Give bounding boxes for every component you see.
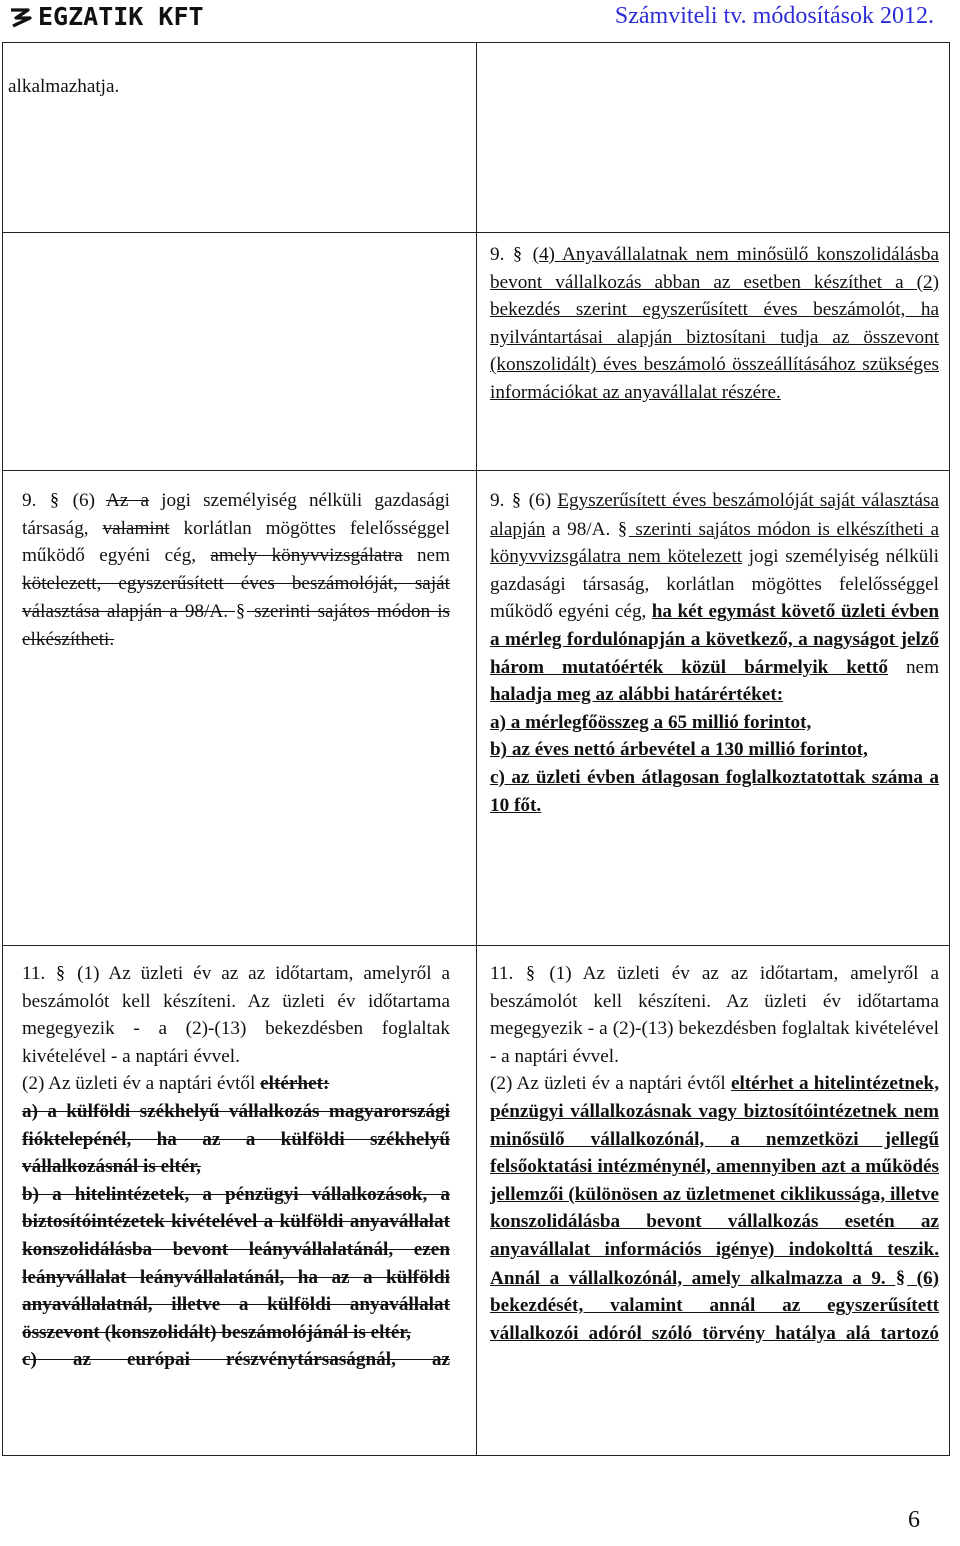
text-span: jogi személyiség nélküli gazdasági társaság, korlátlan mögöttes felelősséggel működő egyéni cég, bbox=[490, 546, 939, 623]
svg-text:§: § bbox=[896, 1266, 906, 1287]
svg-text:§: § bbox=[617, 517, 627, 538]
struck-item-b: b) a hitelintézetek, a pénzügyi vállalkozások, a biztosítóintézetek kivételével a külföldi anyavállalat konszolidálásba bevont leányvállalatánál, ezen leányvállalat leányvállalatánál, ha az a külföldi anyavállalatnál, illetve a külföldi anyavállalat összevont (konszolidált) beszámolójánál is eltér, bbox=[22, 1183, 450, 1343]
threshold-item-c: c) az üzleti évben átlagosan foglalkoztatottak száma a 10 főt. bbox=[490, 766, 939, 816]
struck-text: amely könyvvizsgálatra bbox=[210, 545, 403, 567]
svg-text:§: § bbox=[513, 243, 523, 263]
right-cell-9-4 bbox=[490, 240, 939, 407]
svg-text:§: § bbox=[236, 600, 246, 621]
struck-text: Az a bbox=[106, 490, 150, 511]
threshold-item-b: b) az éves nettó árbevétel a 130 millió forintot, bbox=[490, 739, 868, 761]
section-sign-icon bbox=[49, 489, 61, 509]
row-divider bbox=[2, 232, 950, 233]
underlined-text: Egyszerűsített éves beszámolóját saját választása alapján bbox=[490, 490, 940, 540]
struck-item-a: a) a külföldi székhelyű vállalkozás magyarországi fióktelepénél, ha az a külföldi székhelyű vállalkozásnál is eltér, bbox=[22, 1100, 450, 1178]
section-sign-icon bbox=[512, 243, 524, 263]
row-divider bbox=[2, 470, 950, 471]
section-sign-icon bbox=[525, 962, 537, 982]
underlined-bold-text: eltérhet a hitelintézetnek, pénzügyi vállalkozásnak vagy biztosítóintézetnek nem minősülő vállalkozónál, a nemzetközi jellegű felsőoktatási intézménynél, amennyiben azt a működés jellemzői (különösen az üzletmenet ciklikussága, illetve konszolidálásba bevont vállalkozás esetén az anyavállalat információs igénye) indokolttá teszik. Annál a vállalkozónál, amely alkalmazza a 9. bbox=[490, 1073, 939, 1289]
left-cell-text: alkalmazhatja. bbox=[8, 76, 120, 97]
section-sign-icon bbox=[617, 518, 629, 538]
company-logo bbox=[8, 2, 204, 31]
row-divider bbox=[2, 945, 950, 946]
underlined-bold-text: (6) bekezdését, valamint annál az egyszerűsített vállalkozói adóról szóló törvény hatálya alá tartozó bbox=[490, 1267, 939, 1344]
text-span: 98/A. bbox=[567, 518, 611, 540]
svg-text:§: § bbox=[511, 489, 521, 509]
svg-text:§: § bbox=[526, 962, 536, 982]
struck-text: kötelezett, egyszerűsített éves beszámolóját, saját választása alapján a 98/A. bbox=[22, 572, 450, 623]
section-sign-icon bbox=[55, 962, 67, 982]
right-cell-9-6 bbox=[490, 486, 939, 819]
paragraph-number: 9. bbox=[490, 490, 511, 511]
section-sign-icon bbox=[511, 489, 523, 509]
paragraph-number: 9. bbox=[490, 244, 513, 265]
text-span: (2) Az üzleti év a naptári évtől bbox=[22, 1073, 261, 1095]
svg-text:§: § bbox=[56, 962, 66, 982]
egzatik-logo-icon bbox=[8, 4, 34, 30]
underlined-bold-text: haladja meg az alábbi határértéket: bbox=[490, 684, 784, 706]
right-cell-11 bbox=[490, 959, 939, 1347]
left-cell-9-6 bbox=[22, 486, 450, 654]
text-span bbox=[610, 519, 617, 540]
section-sign-icon bbox=[235, 600, 247, 620]
document-title: Számviteli tv. módosítások 2012. bbox=[614, 3, 934, 29]
text-span: (2) Az üzleti év a naptári évtől bbox=[490, 1073, 731, 1095]
struck-text: eltérhet: bbox=[260, 1073, 330, 1095]
text-span: (6) bbox=[528, 490, 558, 511]
page-header bbox=[0, 0, 960, 40]
struck-item-c: c) az európai részvénytársaságnál, az bbox=[22, 1349, 450, 1371]
text-span: korlátlan mögöttes felelősséggel működő egyéni cég, bbox=[22, 517, 450, 567]
text-span: nem bbox=[887, 656, 939, 678]
struck-text: valamint bbox=[102, 517, 170, 539]
text-span: nem bbox=[402, 545, 450, 567]
paragraph-number: 11. bbox=[490, 963, 526, 984]
column-divider bbox=[476, 42, 477, 1456]
svg-text:§: § bbox=[49, 489, 59, 509]
text-span: (1) Az üzleti év az az időtartam, amelyről a beszámolót kell készíteni. Az üzleti év időtartama megegyezik - a (2)-(13) bekezdésben foglaltak kivételével - a naptári évvel. bbox=[22, 963, 450, 1067]
underlined-text: szerinti sajátos módon is elkészítheti a könyvvizsgálatra nem kötelezett bbox=[490, 518, 939, 568]
paragraph-number: 9. bbox=[22, 490, 49, 511]
struck-text: szerinti sajátos módon is elkészítheti. bbox=[22, 601, 450, 650]
page-number: 6 bbox=[908, 1507, 920, 1533]
text-span: jogi személyiség nélküli gazdasági társaság, bbox=[22, 490, 451, 539]
logo-text: EGZATIK KFT bbox=[38, 2, 204, 31]
underlined-bold-text: ha két egymást követő üzleti évben a mérleg fordulónapján a következő, a nagyságot jelző három mutatóérték közül bármelyik kettő bbox=[490, 601, 939, 678]
paragraph-number: 11. bbox=[22, 963, 56, 984]
paragraph-text: (4) Anyavállalatnak nem minősülő konszolidálásba bevont vállalkozás abban az esetben készíthet a (2) bekezdés szerint egyszerűsített éves beszámolót, ha nyilvántartásai alapján biztosítani tudja az összevont (konszolidált) éves beszámoló összeállításához szükséges információkat az anyavállalat részére. bbox=[490, 244, 940, 403]
text-span: a bbox=[545, 518, 568, 540]
threshold-item-a: a) a mérlegfőösszeg a 65 millió forintot, bbox=[490, 711, 812, 733]
section-sign-icon bbox=[895, 1267, 907, 1287]
text-span: (6) bbox=[72, 490, 107, 511]
text-span: (1) Az üzleti év az az időtartam, amelyről a beszámolót kell készíteni. Az üzleti év időtartama megegyezik - a (2)-(13) bekezdésben foglaltak kivételével - a naptári évvel. bbox=[490, 963, 939, 1067]
left-cell-11 bbox=[22, 959, 450, 1374]
